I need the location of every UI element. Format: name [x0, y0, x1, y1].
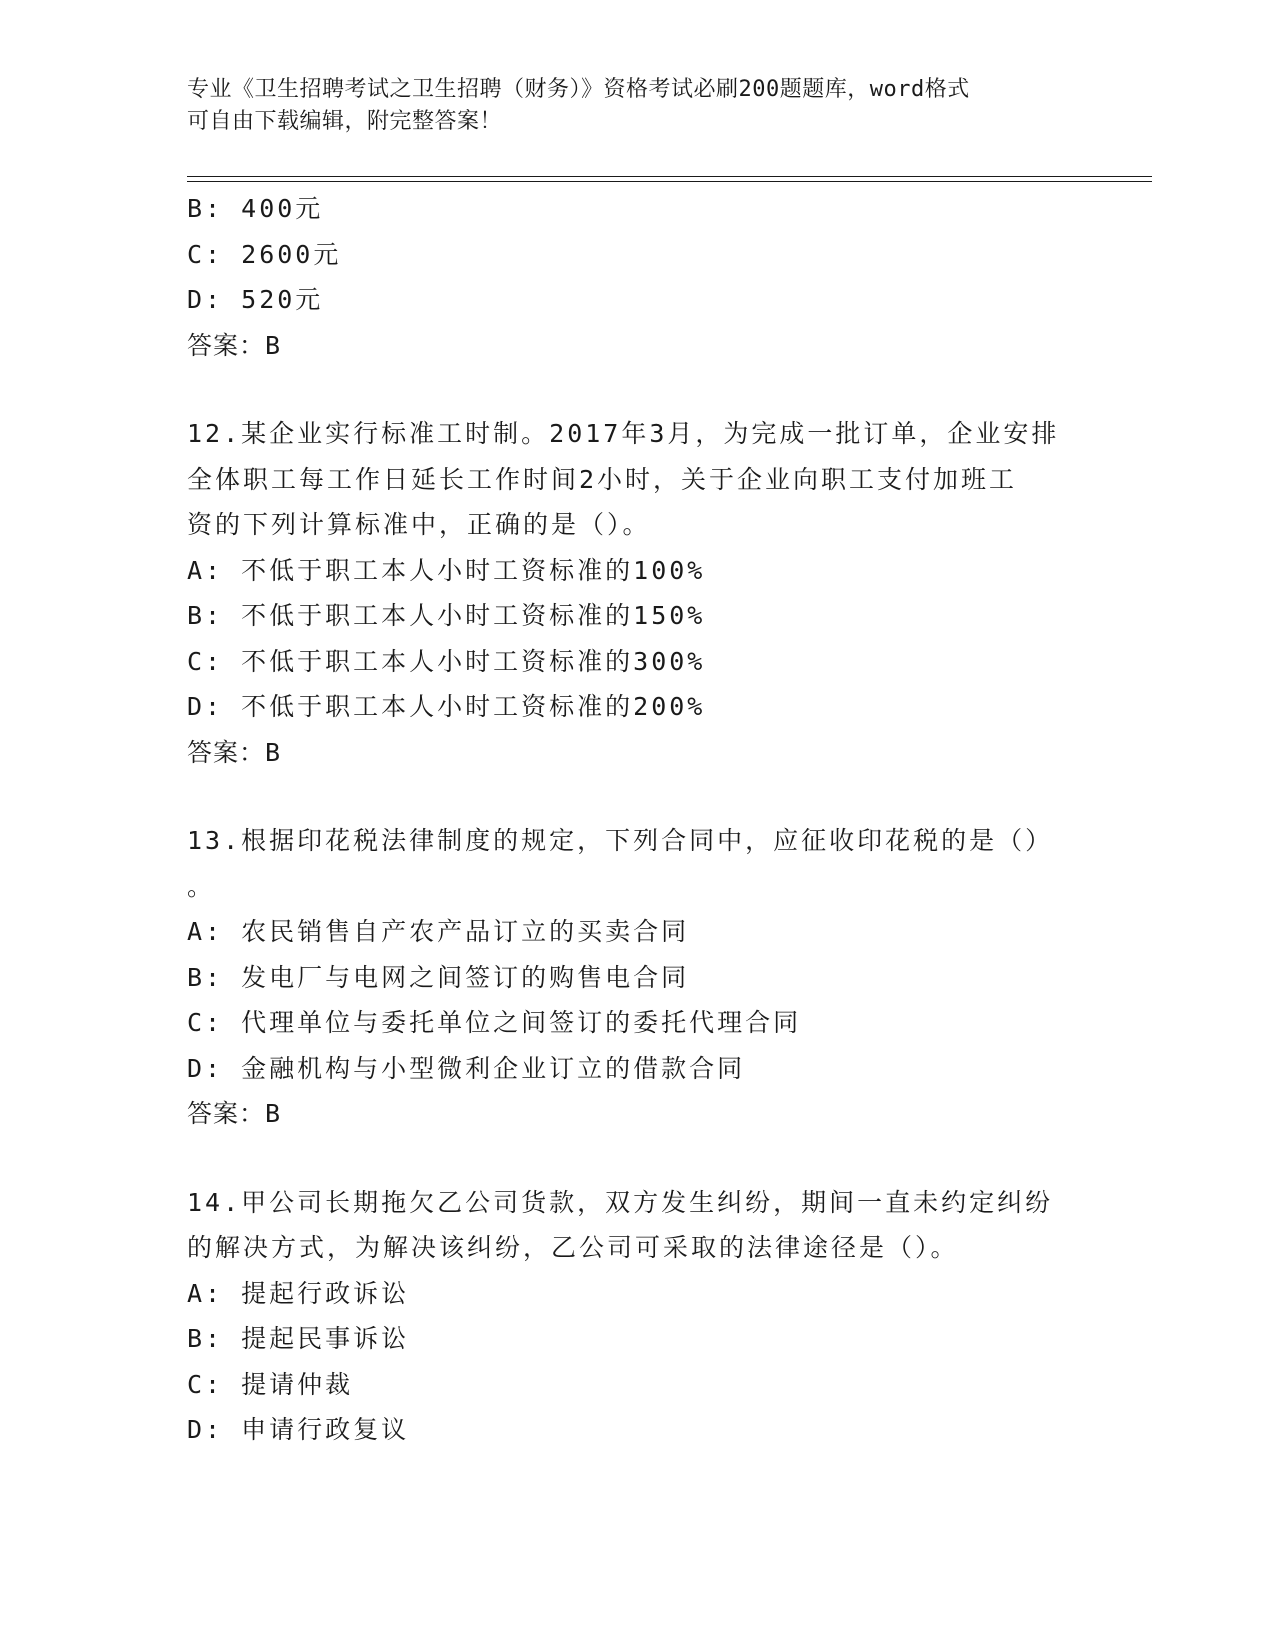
- spacer: [187, 1137, 1087, 1180]
- header-rule-top: [187, 176, 1152, 177]
- answer-line: 答案：B: [187, 330, 282, 360]
- option-d: D: 520元: [187, 285, 324, 314]
- question-text-line: 13.根据印花税法律制度的规定，下列合同中，应征收印花税的是（）: [187, 826, 1054, 855]
- question-text-line: 14.甲公司长期拖欠乙公司货款，双方发生纠纷，期间一直未约定纠纷: [187, 1187, 1054, 1217]
- option-d: D: 不低于职工本人小时工资标准的200%: [187, 692, 706, 721]
- option-c: C: 提请仲裁: [187, 1369, 354, 1399]
- option-b: B: 发电厂与电网之间签订的购售电合同: [187, 962, 690, 992]
- option-c: C: 2600元: [187, 239, 342, 269]
- prev-question-block: [187, 186, 1087, 368]
- option-c: C: 不低于职工本人小时工资标准的300%: [187, 646, 706, 676]
- option-d: D: 申请行政复议: [187, 1415, 410, 1444]
- option-a: A: 农民销售自产农产品订立的买卖合同: [187, 917, 690, 946]
- header-line-2: 可自由下载编辑，附完整答案！: [187, 109, 503, 134]
- option-c: C: 代理单位与委托单位之间签订的委托代理合同: [187, 1008, 802, 1037]
- spacer: [187, 775, 1087, 818]
- question-text-line: 。: [187, 871, 216, 901]
- question-text-line: 的解决方式，为解决该纠纷，乙公司可采取的法律途径是（）。: [187, 1233, 959, 1262]
- question-13-block: [187, 818, 1087, 1137]
- question-text-line: 全体职工每工作日延长工作时间2小时，关于企业向职工支付加班工: [187, 464, 1018, 494]
- spacer: [187, 368, 1087, 411]
- answer-line: 答案：B: [187, 737, 282, 767]
- question-14-block: [187, 1180, 1087, 1453]
- document-header: [187, 74, 1087, 138]
- question-12-block: [187, 411, 1087, 775]
- option-b: B: 不低于职工本人小时工资标准的150%: [187, 601, 706, 630]
- question-text-line: 资的下列计算标准中，正确的是（）。: [187, 510, 651, 539]
- option-a: A: 提起行政诉讼: [187, 1278, 410, 1308]
- option-a: A: 不低于职工本人小时工资标准的100%: [187, 555, 706, 585]
- answer-line: 答案：B: [187, 1099, 282, 1128]
- header-rule-bottom: [187, 181, 1152, 182]
- header-line-1: 专业《卫生招聘考试之卫生招聘（财务）》资格考试必刷200题题库，word格式: [187, 77, 970, 102]
- option-d: D: 金融机构与小型微利企业订立的借款合同: [187, 1053, 746, 1083]
- question-text-line: 12.某企业实行标准工时制。2017年3月，为完成一批订单，企业安排: [187, 419, 1060, 448]
- option-b: B: 400元: [187, 194, 324, 223]
- option-b: B: 提起民事诉讼: [187, 1324, 410, 1353]
- document-content: [187, 186, 1087, 1453]
